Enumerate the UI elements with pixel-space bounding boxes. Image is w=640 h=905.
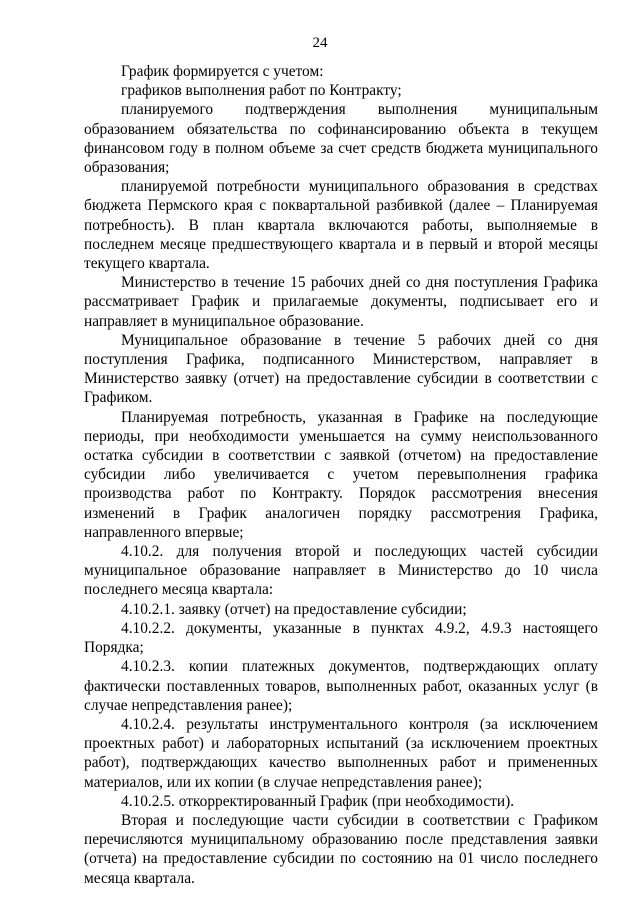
paragraph-subsequent-parts: Вторая и последующие части субсидии в соответствии с Графиком перечисляются муниципальному образованию после представления заявки (отчета) на предоставление субсидии по состоянию на 01 число последнего месяца квартала. <box>84 811 598 887</box>
paragraph-clause-4-10-2: 4.10.2. для получения второй и последующих частей субсидии муниципальное образование направляет в Министерство до 10 числа последнего месяца квартала: <box>84 543 598 599</box>
paragraph-clause-4-10-2-4: 4.10.2.4. результаты инструментального контроля (за исключением проектных работ) и лабораторных испытаний (за исключением проектных работ), подтверждающих качество выполненных работ и примененных материалов, или их копии (в случае непредставления ранее); <box>84 715 598 791</box>
paragraph-clause-4-10-2-2: 4.10.2.2. документы, указанные в пунктах 4.9.2, 4.9.3 настоящего Порядка; <box>84 619 598 657</box>
paragraph-work-schedules: графиков выполнения работ по Контракту; <box>121 82 402 100</box>
paragraph-cofinancing: планируемого подтверждения выполнения муниципальным образованием обязательства по софинансированию объекта в текущем финансовом году в полном объеме за счет средств бюджета муниципального образования; <box>84 101 598 177</box>
paragraph-clause-4-10-2-5: 4.10.2.5. откорректированный График (при необходимости). <box>121 792 515 810</box>
paragraph-ministry-review: Министерство в течение 15 рабочих дней со дня поступления Графика рассматривает График и прилагаемые документы, подписывает его и направляет в муниципальное образование. <box>84 274 598 330</box>
document-body <box>84 62 598 888</box>
paragraph-clause-4-10-2-1: 4.10.2.1. заявку (отчет) на предоставление субсидии; <box>121 600 467 618</box>
page-number: 24 <box>312 35 328 51</box>
paragraph-municipality-request: Муниципальное образование в течение 5 рабочих дней со дня поступления Графика, подписанного Министерством, направляет в Министерство заявку (отчет) на предоставление субсидии в соответствии с Графиком. <box>84 331 598 407</box>
paragraph-clause-4-10-2-3: 4.10.2.3. копии платежных документов, подтверждающих оплату фактически поставленных товаров, выполненных работ, оказанных услуг (в случае непредставления ранее); <box>84 658 598 714</box>
paragraph-need-adjustment: Планируемая потребность, указанная в Графике на последующие периоды, при необходимости уменьшается на сумму неиспользованного остатка субсидии в соответствии с заявкой (отчетом) на предоставление субсидии либо увеличивается с учетом перевыполнения графика производства работ по Контракту. Порядок рассмотрения внесения изменений в График аналогичен порядку рассмотрения Графика, направленного впервые; <box>84 408 598 541</box>
paragraph-schedule-intro: График формируется с учетом: <box>121 63 324 80</box>
paragraph-planned-need: планируемой потребности муниципального образования в средствах бюджета Пермского края с поквартальной разбивкой (далее – Планируемая потребность). В план квартала включаются работы, выполняемые в последнем месяце предшествующего квартала и в первый и второй месяцы текущего квартала. <box>84 178 598 273</box>
